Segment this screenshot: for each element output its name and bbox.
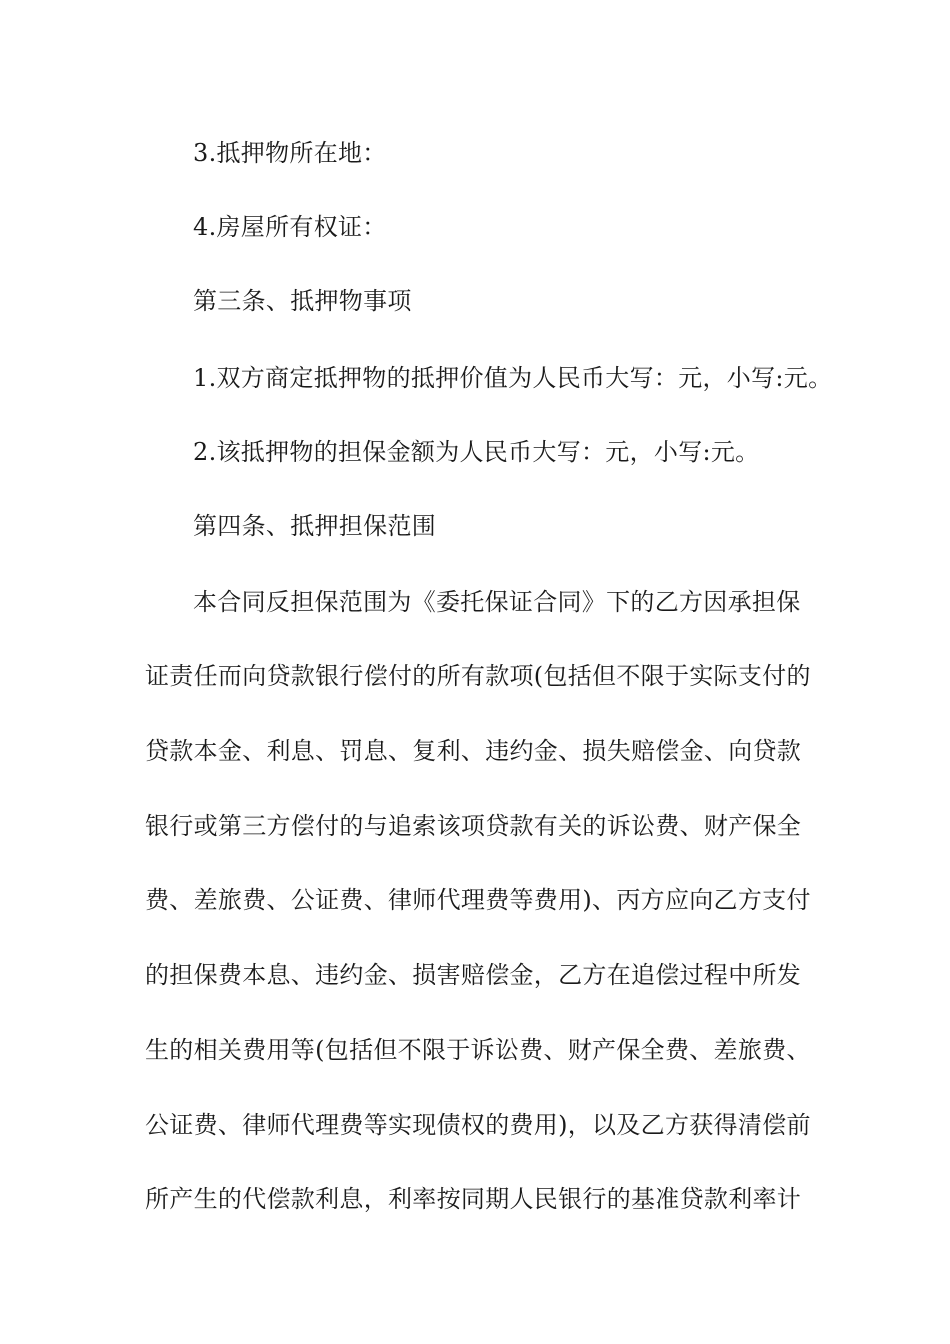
article-3-item-1: 1.双方商定抵押物的抵押价值为人民币大写：元，小写:元。 [193,364,833,392]
clause-item-3-location: 3.抵押物所在地： [193,139,387,167]
paragraph-line-1: 本合同反担保范围为《委托保证合同》下的乙方因承担保 [193,588,801,616]
paragraph-line-3: 贷款本金、利息、罚息、复利、违约金、损失赔偿金、向贷款 [145,737,802,765]
article-3-heading: 第三条、抵押物事项 [193,287,412,315]
paragraph-line-9: 所产生的代偿款利息，利率按同期人民银行的基准贷款利率计 [145,1185,802,1213]
paragraph-line-4: 银行或第三方偿付的与追索该项贷款有关的诉讼费、财产保全 [145,812,802,840]
paragraph-line-7: 生的相关费用等(包括但不限于诉讼费、财产保全费、差旅费、 [145,1036,811,1064]
article-3-item-2: 2.该抵押物的担保金额为人民币大写：元，小写:元。 [193,438,760,466]
paragraph-line-8: 公证费、律师代理费等实现债权的费用)，以及乙方获得清偿前 [145,1111,811,1139]
paragraph-line-5: 费、差旅费、公证费、律师代理费等费用)、丙方应向乙方支付 [145,886,811,914]
clause-item-4-certificate: 4.房屋所有权证： [193,213,387,241]
paragraph-line-2: 证责任而向贷款银行偿付的所有款项(包括但不限于实际支付的 [145,662,811,690]
article-4-heading: 第四条、抵押担保范围 [193,512,436,540]
paragraph-line-6: 的担保费本息、违约金、损害赔偿金，乙方在追偿过程中所发 [145,961,802,989]
